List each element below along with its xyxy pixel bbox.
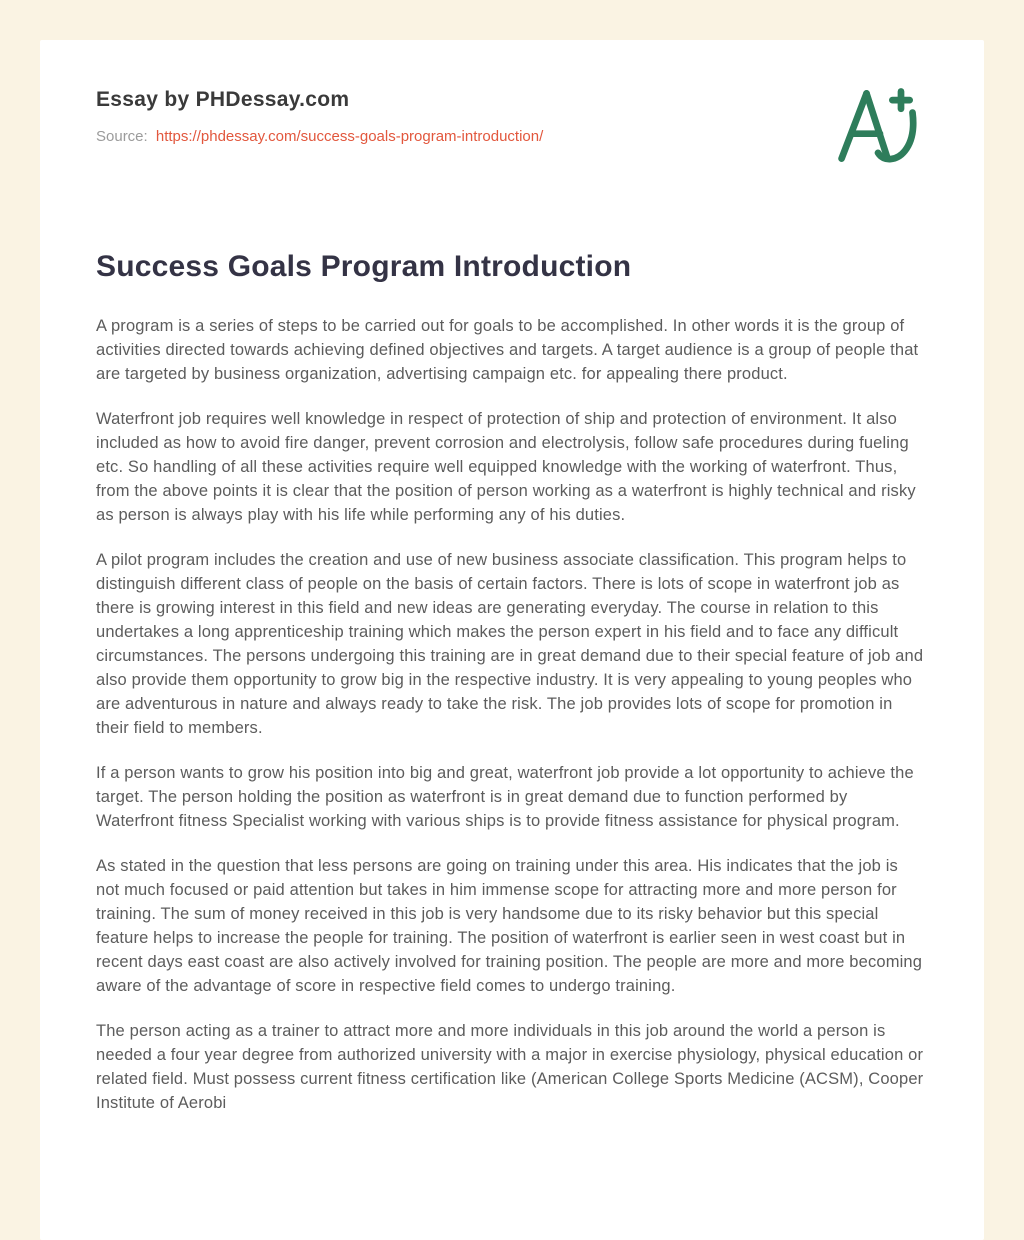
source-url-link[interactable]: https://phdessay.com/success-goals-program-introduction/	[155, 128, 544, 145]
essay-paragraph-5: As stated in the question that less persons are going on training under this area. His indicates that the job is not much focused or paid attention but takes in him immense scope for attracting more and more person for training. The sum of money received in this job is very handsome due to its risky behavior but this special feature helps to increase the people for training. The position of waterfront is earlier seen in west coast but in recent days east coast are also actively involved for training position. The people are more and more becoming aware of the advantage of score in respective field comes to undergo training.	[96, 857, 923, 995]
essay-title: Success Goals Program Introduction	[96, 250, 632, 283]
essay-card	[40, 40, 984, 1240]
essay-paragraph-2: Waterfront job requires well knowledge in respect of protection of ship and protection of environment. It also included as how to avoid fire danger, prevent corrosion and electrolysis, follow safe procedures during fueling etc. So handling of all these activities require well equipped knowledge with the working of waterfront. Thus, from the above points it is clear that the position of person working as a waterfront is highly technical and risky as person is always play with his life while performing any of his duties.	[96, 410, 916, 524]
brand-title: Essay by PHDessay.com	[96, 88, 350, 111]
essay-paragraph-1: A program is a series of steps to be carried out for goals to be accomplished. In other words it is the group of activities directed towards achieving defined objectives and targets. A target audience is a group of people that are targeted by business organization, advertising campaign etc. for appealing there product.	[96, 317, 919, 383]
source-label: Source:	[96, 128, 148, 145]
essay-body	[96, 314, 926, 1115]
card-header	[96, 80, 926, 172]
essay-paragraph-3: A pilot program includes the creation and use of new business associate classification. This program helps to distinguish different class of people on the basis of certain factors. There is lots of scope in waterfront job as there is growing interest in this field and new ideas are generating everyday. The course in relation to this undertakes a long apprenticeship training which makes the person expert in his field and to face any difficult circumstances. The persons undergoing this training are in great demand due to their special feature of job and also provide them opportunity to grow big in the respective industry. It is very appealing to young peoples who are adventurous in nature and always ready to take the risk. The job provides lots of scope for promotion in their field to members.	[96, 551, 924, 737]
phdessay-logo-icon	[832, 80, 924, 172]
header-text-block	[96, 80, 543, 145]
essay-paragraph-4: If a person wants to grow his position into big and great, waterfront job provide a lot opportunity to achieve the target. The person holding the position as waterfront is in great demand due to function performed by Waterfront fitness Specialist working with various ships is to provide fitness assistance for physical program.	[96, 764, 914, 830]
source-line	[96, 128, 543, 145]
essay-paragraph-6: The person acting as a trainer to attract more and more individuals in this job around the world a person is needed a four year degree from authorized university with a major in exercise physiology, physical education or related field. Must possess current fitness certification like (American College Sports Medicine (ACSM), Cooper Institute of Aerobi	[96, 1022, 924, 1112]
